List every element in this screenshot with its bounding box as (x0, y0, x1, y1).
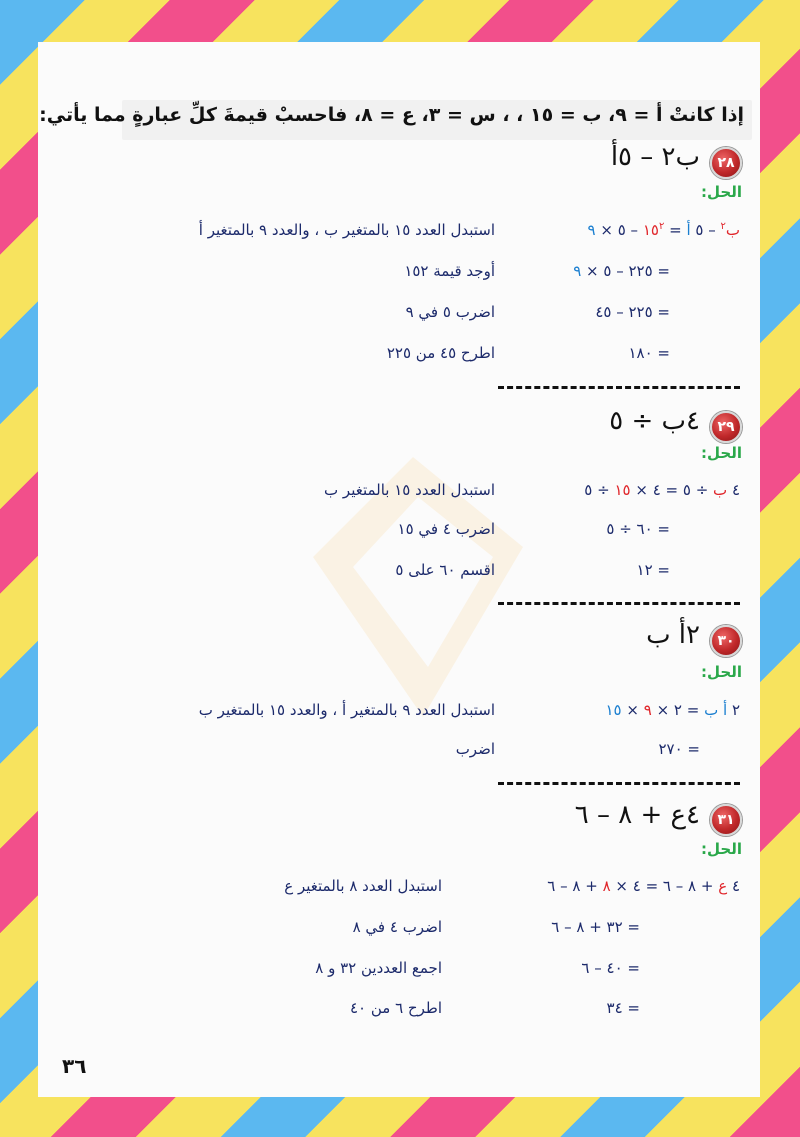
question-31-expression: ٤ع + ٨ – ٦ (574, 800, 700, 830)
q28-step-3-desc: اضرب ٥ في ٩ (405, 303, 495, 321)
q28-step-1-desc: استبدل العدد ١٥ بالمتغير ب ، والعدد ٩ بالمتغير أ (198, 221, 495, 239)
question-number-31: ٣١ (710, 804, 742, 836)
q29-step-2-desc: اضرب ٤ في ١٥ (397, 520, 495, 538)
q29-step-3-desc: اقسم ٦٠ على ٥ (395, 561, 495, 579)
q29-step-1-desc: استبدل العدد ١٥ بالمتغير ب (324, 481, 495, 499)
solution-label: الحل: (701, 444, 742, 462)
problem-statement: إذا كانتْ أ = ٩، ب = ١٥ ، ، س = ٣، ع = ٨، فاحسبْ قيمةَ كلِّ عبارةٍ مما يأتي: (39, 104, 744, 126)
q29-step-2-math: = ٦٠ ÷ ٥ (606, 520, 670, 538)
solution-label: الحل: (701, 840, 742, 858)
question-28-expression (611, 142, 700, 172)
question-number-30: ٣٠ (710, 625, 742, 657)
q30-step-1-desc: استبدل العدد ٩ بالمتغير أ ، والعدد ١٥ بالمتغير ب (198, 701, 495, 719)
q29-step-1-math: ٤ ب ÷ ٥ = ٤ × ١٥ ÷ ٥ (584, 481, 740, 499)
q30-step-2-math: = ٢٧٠ (658, 740, 700, 758)
q29-step-3-math: = ١٢ (636, 561, 670, 579)
question-30-expression: ٢أ ب (646, 620, 700, 650)
q28-expr-text: ب٢ – ٥أ (610, 142, 700, 172)
q31-step-1-desc: استبدل العدد ٨ بالمتغير ع (284, 877, 442, 895)
question-number-29: ٢٩ (710, 411, 742, 443)
q30-step-1-math: ٢ أ ب = ٢ × ٩ × ١٥ (605, 701, 740, 719)
section-divider (498, 602, 740, 605)
section-divider (498, 782, 740, 785)
q28-step-2-desc: أوجد قيمة ١٥٢ (404, 262, 495, 280)
solution-label: الحل: (701, 663, 742, 681)
q31-step-4-math: = ٣٤ (606, 999, 640, 1017)
q28-step-2-math: = ٢٢٥ – ٥ × ٩ (573, 262, 670, 280)
q31-step-3-desc: اجمع العددين ٣٢ و ٨ (315, 959, 442, 977)
section-divider (498, 386, 740, 389)
q28-step-3-math: = ٢٢٥ – ٤٥ (595, 303, 670, 321)
q28-step-4-desc: اطرح ٤٥ من ٢٢٥ (386, 344, 495, 362)
question-number-28: ٢٨ (710, 147, 742, 179)
q28-step-1-math: ب$^٢$ – ٥ أ = $١٥^٢$ – ٥ × ٩ (587, 221, 740, 239)
question-29-expression: ٤ب ÷ ٥ (609, 406, 700, 436)
q30-step-2-desc: اضرب (455, 740, 495, 758)
solution-label: الحل: (701, 183, 742, 201)
q31-step-1-math: ٤ ع + ٨ – ٦ = ٤ × ٨ + ٨ – ٦ (547, 877, 740, 895)
page-number: ٣٦ (62, 1054, 87, 1078)
q31-step-2-desc: اضرب ٤ في ٨ (352, 918, 442, 936)
q31-step-2-math: = ٣٢ + ٨ – ٦ (551, 918, 640, 936)
q31-step-4-desc: اطرح ٦ من ٤٠ (349, 999, 442, 1017)
q31-step-3-math: = ٤٠ – ٦ (581, 959, 640, 977)
q28-step-4-math: = ١٨٠ (628, 344, 670, 362)
